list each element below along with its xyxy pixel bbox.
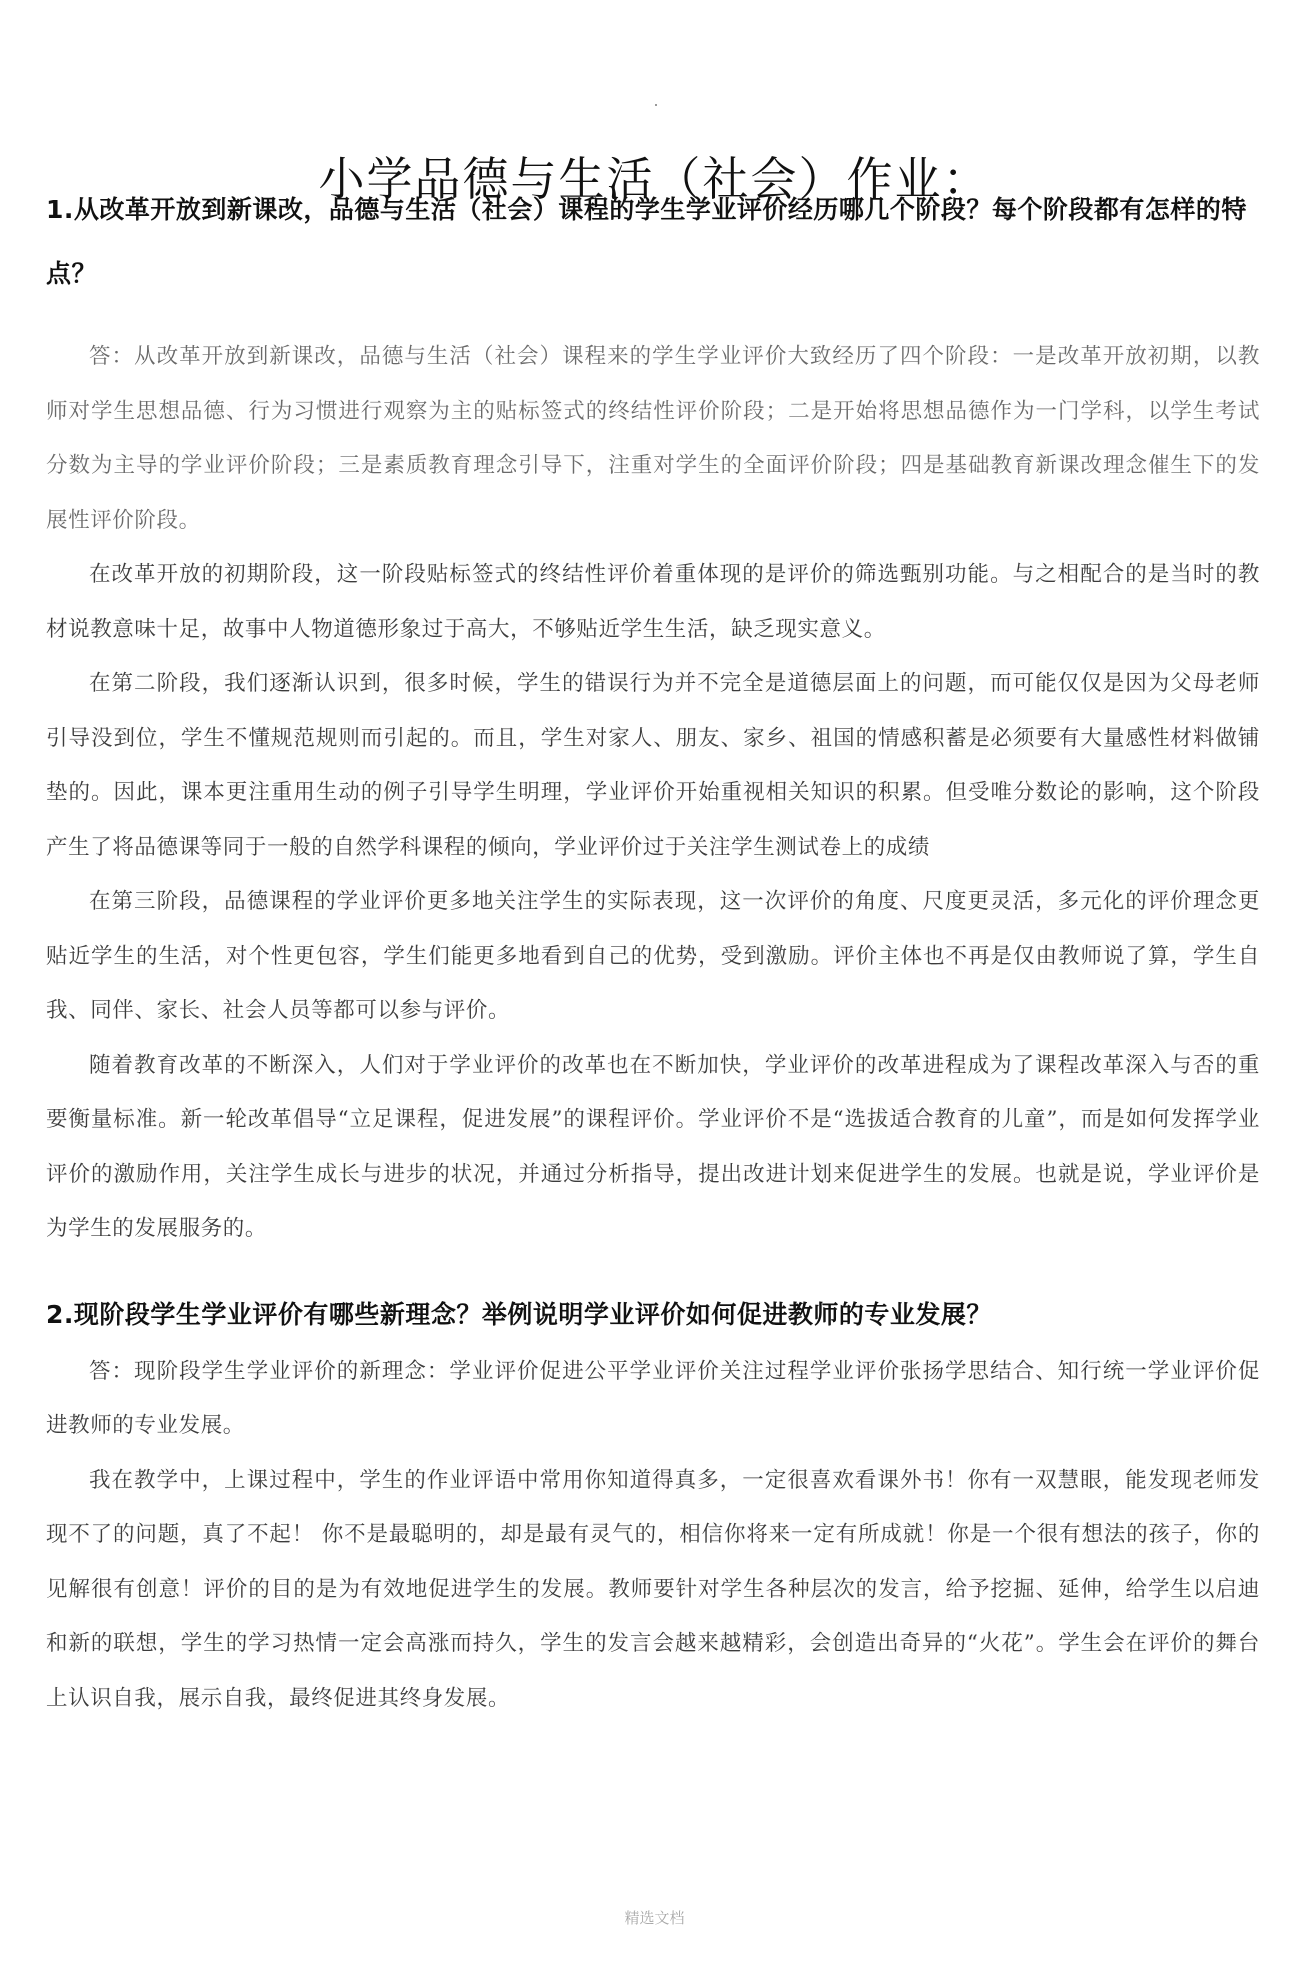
answer-1-paragraph: 随着教育改革的不断深入，人们对于学业评价的改革也在不断加快，学业评价的改革进程成为了课程改革深入与否的重要衡量标准。新一轮改革倡导“立足课程，促进发展”的课程评价。学业评价不是“选拔适合教育的儿童”，而是如何发挥学业评价的激励作用，关注学生成长与进步的状况，并通过分析指导，提出改进计划来促进学生的发展。也就是说，学业评价是为学生的发展服务的。	[46, 1052, 1260, 1241]
question-2: 2.现阶段学生学业评价有哪些新理念？举例说明学业评价如何促进教师的专业发展？	[46, 1299, 992, 1329]
page-title: 小学品德与生活（社会）作业：	[318, 151, 991, 206]
question-1: 1.从改革开放到新课改，品德与生活（社会）课程的学生学业评价经历哪几个阶段？每个阶段都有怎样的特点？	[46, 195, 1247, 288]
answer-1-paragraph: 在第三阶段，品德课程的学业评价更多地关注学生的实际表现，这一次评价的角度、尺度更灵活，多元化的评价理念更贴近学生的生活，对个性更包容，学生们能更多地看到自己的优势，受到激励。评价主体也不再是仅由教师说了算，学生自我、同伴、家长、社会人员等都可以参与评价。	[46, 889, 1260, 1023]
answer-2-paragraph: 我在教学中，上课过程中，学生的作业评语中常用你知道得真多，一定很喜欢看课外书！你有一双慧眼，能发现老师发现不了的问题，真了不起！ 你不是最聪明的，却是最有灵气的，相信你将来一定有所成就！你是一个很有想法的孩子，你的见解很有创意！评价的目的是为有效地促进学生的发展。教师要针对学生各种层次的发言，给予挖掘、延伸，给学生以启迪和新的联想，学生的学习热情一定会高涨而持久，学生的发言会越来越精彩，会创造出奇异的“火花”。学生会在评价的舞台上认识自我，展示自我，最终促进其终身发展。	[46, 1467, 1260, 1711]
page-footer: 精选文档	[624, 1909, 685, 1927]
answer-2-paragraph: 答：现阶段学生学业评价的新理念：学业评价促进公平学业评价关注过程学业评价张扬学思结合、知行统一学业评价促进教师的专业发展。	[46, 1358, 1260, 1438]
document-body	[46, 178, 1260, 1726]
top-dot-mark	[655, 104, 657, 106]
answer-1-paragraph: 答：从改革开放到新课改，品德与生活（社会）课程来的学生学业评价大致经历了四个阶段：一是改革开放初期，以教师对学生思想品德、行为习惯进行观察为主的贴标签式的终结性评价阶段；二是开始将思想品德作为一门学科，以学生考试分数为主导的学业评价阶段；三是素质教育理念引导下，注重对学生的全面评价阶段；四是基础教育新课改理念催生下的发展性评价阶段。	[46, 344, 1260, 533]
answer-1-paragraph: 在改革开放的初期阶段，这一阶段贴标签式的终结性评价着重体现的是评价的筛选甄别功能。与之相配合的是当时的教材说教意味十足，故事中人物道德形象过于高大，不够贴近学生生活，缺乏现实意义。	[46, 562, 1260, 642]
answer-1-paragraph: 在第二阶段，我们逐渐认识到，很多时候，学生的错误行为并不完全是道德层面上的问题，而可能仅仅是因为父母老师引导没到位，学生不懂规范规则而引起的。而且，学生对家人、朋友、家乡、祖国的情感积蓄是必须要有大量感性材料做铺垫的。因此，课本更注重用生动的例子引导学生明理，学业评价开始重视相关知识的积累。但受唯分数论的影响，这个阶段产生了将品德课等同于一般的自然学科课程的倾向，学业评价过于关注学生测试卷上的成绩	[46, 671, 1260, 860]
